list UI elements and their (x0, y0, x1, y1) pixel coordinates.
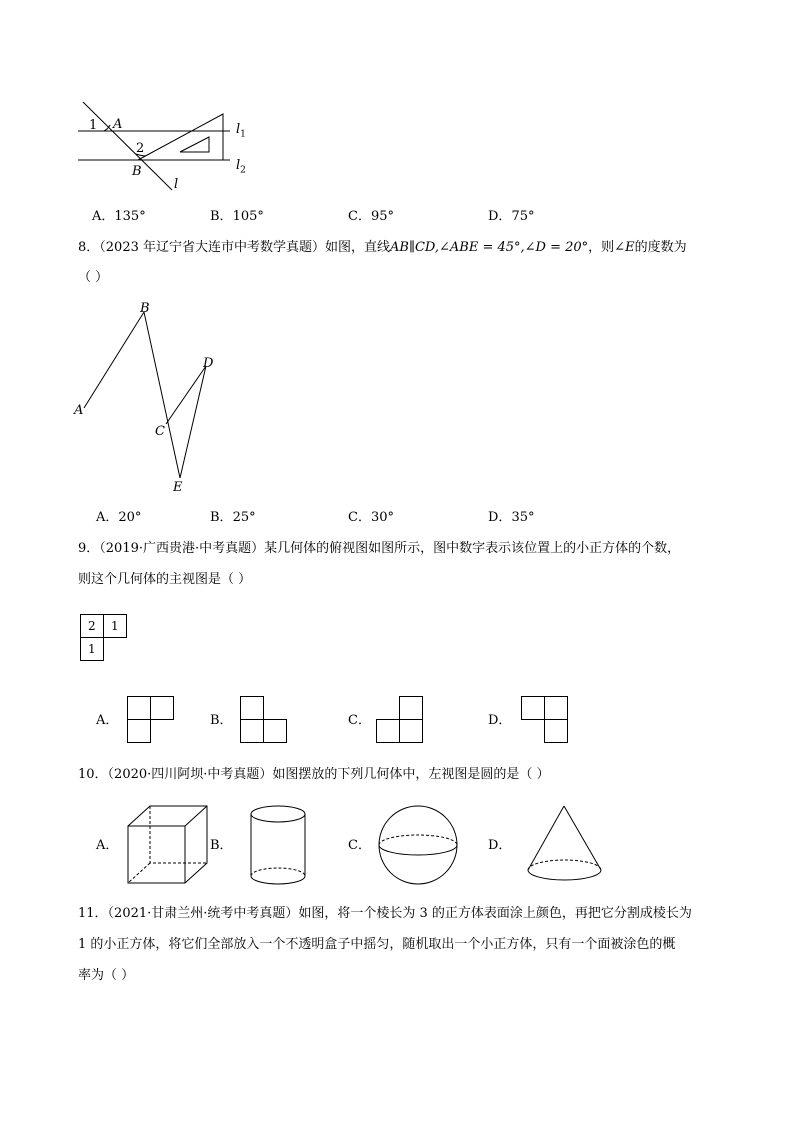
cylinder-top (251, 806, 305, 822)
q9-a-cell (127, 696, 151, 720)
q8-mid: ，则 (588, 240, 615, 255)
cube-front-face (128, 826, 185, 883)
q8-option-b-value: 25° (232, 510, 256, 525)
q9-grid-cell-2 (103, 614, 127, 638)
sphere-outline (379, 806, 457, 884)
cylinder-bottom-back (251, 868, 305, 876)
q8-option-b[interactable] (210, 510, 256, 526)
set-square-inner (180, 137, 209, 152)
q9-d-cell (544, 719, 568, 743)
q10-option-d-label[interactable]: D． (488, 838, 512, 853)
q7-option-a-value: 135° (114, 209, 146, 224)
cube-hidden-edges (150, 806, 207, 863)
q9-a-cell (127, 719, 151, 743)
q9-d-cell (521, 696, 545, 720)
q7-option-a-letter: A． (92, 209, 115, 224)
q7-option-b-letter: B． (210, 209, 233, 224)
q7-figure (70, 100, 270, 195)
q9-c-cell (399, 696, 423, 720)
q9-d-cell (544, 696, 568, 720)
q7-option-d-letter: D． (488, 209, 512, 224)
cone-right-side (564, 806, 601, 870)
q9-c-cell (376, 719, 400, 743)
q7-option-c-letter: C． (348, 209, 371, 224)
q8-prefix: 8．（2023 年辽宁省大连市中考数学真题）如图，直线 (78, 240, 390, 255)
q11-question-line1: 11．（2021·甘肃兰州·统考中考真题）如图，将一个棱长为 3 的正方体表面涂上颜色，再把它分割成棱长为 (78, 906, 692, 921)
set-square (138, 114, 223, 160)
q7-l1-letter: l (236, 122, 241, 137)
q10-option-a-label[interactable]: A． (96, 838, 119, 853)
q7-label-l: l (174, 177, 179, 192)
q11-question-line2: 1 的小正方体，将它们全部放入一个不透明盒子中摇匀，随机取出一个小正方体，只有一个面被涂色的概 (78, 937, 676, 952)
cube-top-right-edges (128, 806, 207, 883)
q9-grid-number-1: 2 (88, 619, 96, 633)
q7-option-c[interactable] (348, 209, 394, 225)
q9-option-a-label[interactable]: A． (96, 713, 119, 728)
sphere-equator-front (379, 845, 457, 855)
q8-path-ABE (84, 312, 180, 478)
q10-question-line1: 10．（2020·四川阿坝·中考真题）如图摆放的下列几何体中，左视图是圆的是（ ） (78, 767, 550, 782)
q10-option-c-label[interactable]: C． (348, 838, 371, 853)
q9-grid-cell-3 (80, 637, 104, 661)
q7-label-l1 (236, 122, 246, 143)
q8-math2: ∠E (614, 240, 635, 255)
line-l (83, 102, 172, 190)
q8-option-a-value: 20° (118, 510, 142, 525)
q9-option-c-label[interactable]: C． (348, 713, 371, 728)
q7-option-b[interactable] (210, 209, 264, 225)
q8-label-B: B (140, 301, 150, 316)
sphere-equator-back (379, 835, 457, 845)
q9-option-b-label[interactable]: B． (210, 713, 233, 728)
q7-label-l2 (236, 158, 246, 179)
q7-label-A: A (113, 117, 123, 132)
cylinder-bottom-front (251, 876, 305, 884)
q9-b-cell (240, 719, 264, 743)
q9-b-cell (263, 719, 287, 743)
q10-option-a-cube[interactable] (126, 804, 208, 886)
q8-option-d-letter: D． (488, 510, 512, 525)
q7-option-b-value: 105° (232, 209, 264, 224)
q7-label-B: B (132, 164, 142, 179)
q9-question-line1: 9．（2019·广西贵港·中考真题）某几何体的俯视图如图所示，图中数字表示该位置上的小正方体的个数， (78, 541, 681, 556)
q10-option-c-sphere[interactable] (377, 804, 459, 886)
q9-c-cell (399, 719, 423, 743)
q9-a-cell (150, 696, 174, 720)
cone-left-side (528, 806, 564, 870)
q8-option-b-letter: B． (210, 510, 233, 525)
q8-option-d-value: 35° (511, 510, 535, 525)
q8-suffix: 的度数为 (634, 240, 687, 255)
q8-label-E: E (173, 480, 183, 495)
q10-option-d-cone[interactable] (525, 804, 605, 886)
q7-label-1: 1 (89, 118, 98, 133)
q7-l1-sub: 1 (240, 129, 246, 140)
q7-l2-sub: 2 (240, 165, 246, 176)
q10-option-b-label[interactable]: B． (210, 838, 233, 853)
q7-label-2: 2 (136, 141, 145, 156)
q8-math: AB∥CD,∠ABE = 45°,∠D = 20° (390, 240, 589, 255)
cone-base-back (528, 860, 601, 870)
q8-question-line1 (78, 240, 687, 256)
q8-option-c[interactable] (348, 510, 394, 526)
q9-b-cell (240, 696, 264, 720)
q8-figure (70, 300, 230, 500)
q9-grid-number-3: 1 (88, 642, 96, 656)
cube-hidden-edge (128, 863, 150, 883)
q7-option-c-value: 95° (370, 209, 394, 224)
q9-option-d-label[interactable]: D． (488, 713, 512, 728)
q8-option-a[interactable] (96, 510, 141, 526)
q8-label-C: C (155, 424, 165, 439)
q9-question-line2: 则这个几何体的主视图是（ ） (78, 572, 252, 587)
cube-edge (185, 806, 207, 826)
q8-path-CDE (166, 366, 206, 478)
q7-option-a[interactable] (92, 209, 146, 225)
q10-option-b-cylinder[interactable] (248, 804, 308, 886)
q9-grid-number-2: 1 (111, 619, 119, 633)
q8-option-c-letter: C． (348, 510, 371, 525)
q8-label-D: D (203, 356, 214, 371)
cone-base-front (528, 870, 601, 880)
q8-label-A: A (74, 403, 84, 418)
q8-option-a-letter: A． (96, 510, 119, 525)
q8-option-d[interactable] (488, 510, 534, 526)
q8-option-c-value: 30° (370, 510, 394, 525)
q9-grid-cell-1 (80, 614, 104, 638)
q8-paren: （ ） (78, 270, 109, 285)
q7-option-d-value: 75° (511, 209, 535, 224)
q7-l2-letter: l (236, 158, 241, 173)
q7-option-d[interactable] (488, 209, 534, 225)
q11-question-line3: 率为（ ） (78, 968, 135, 983)
